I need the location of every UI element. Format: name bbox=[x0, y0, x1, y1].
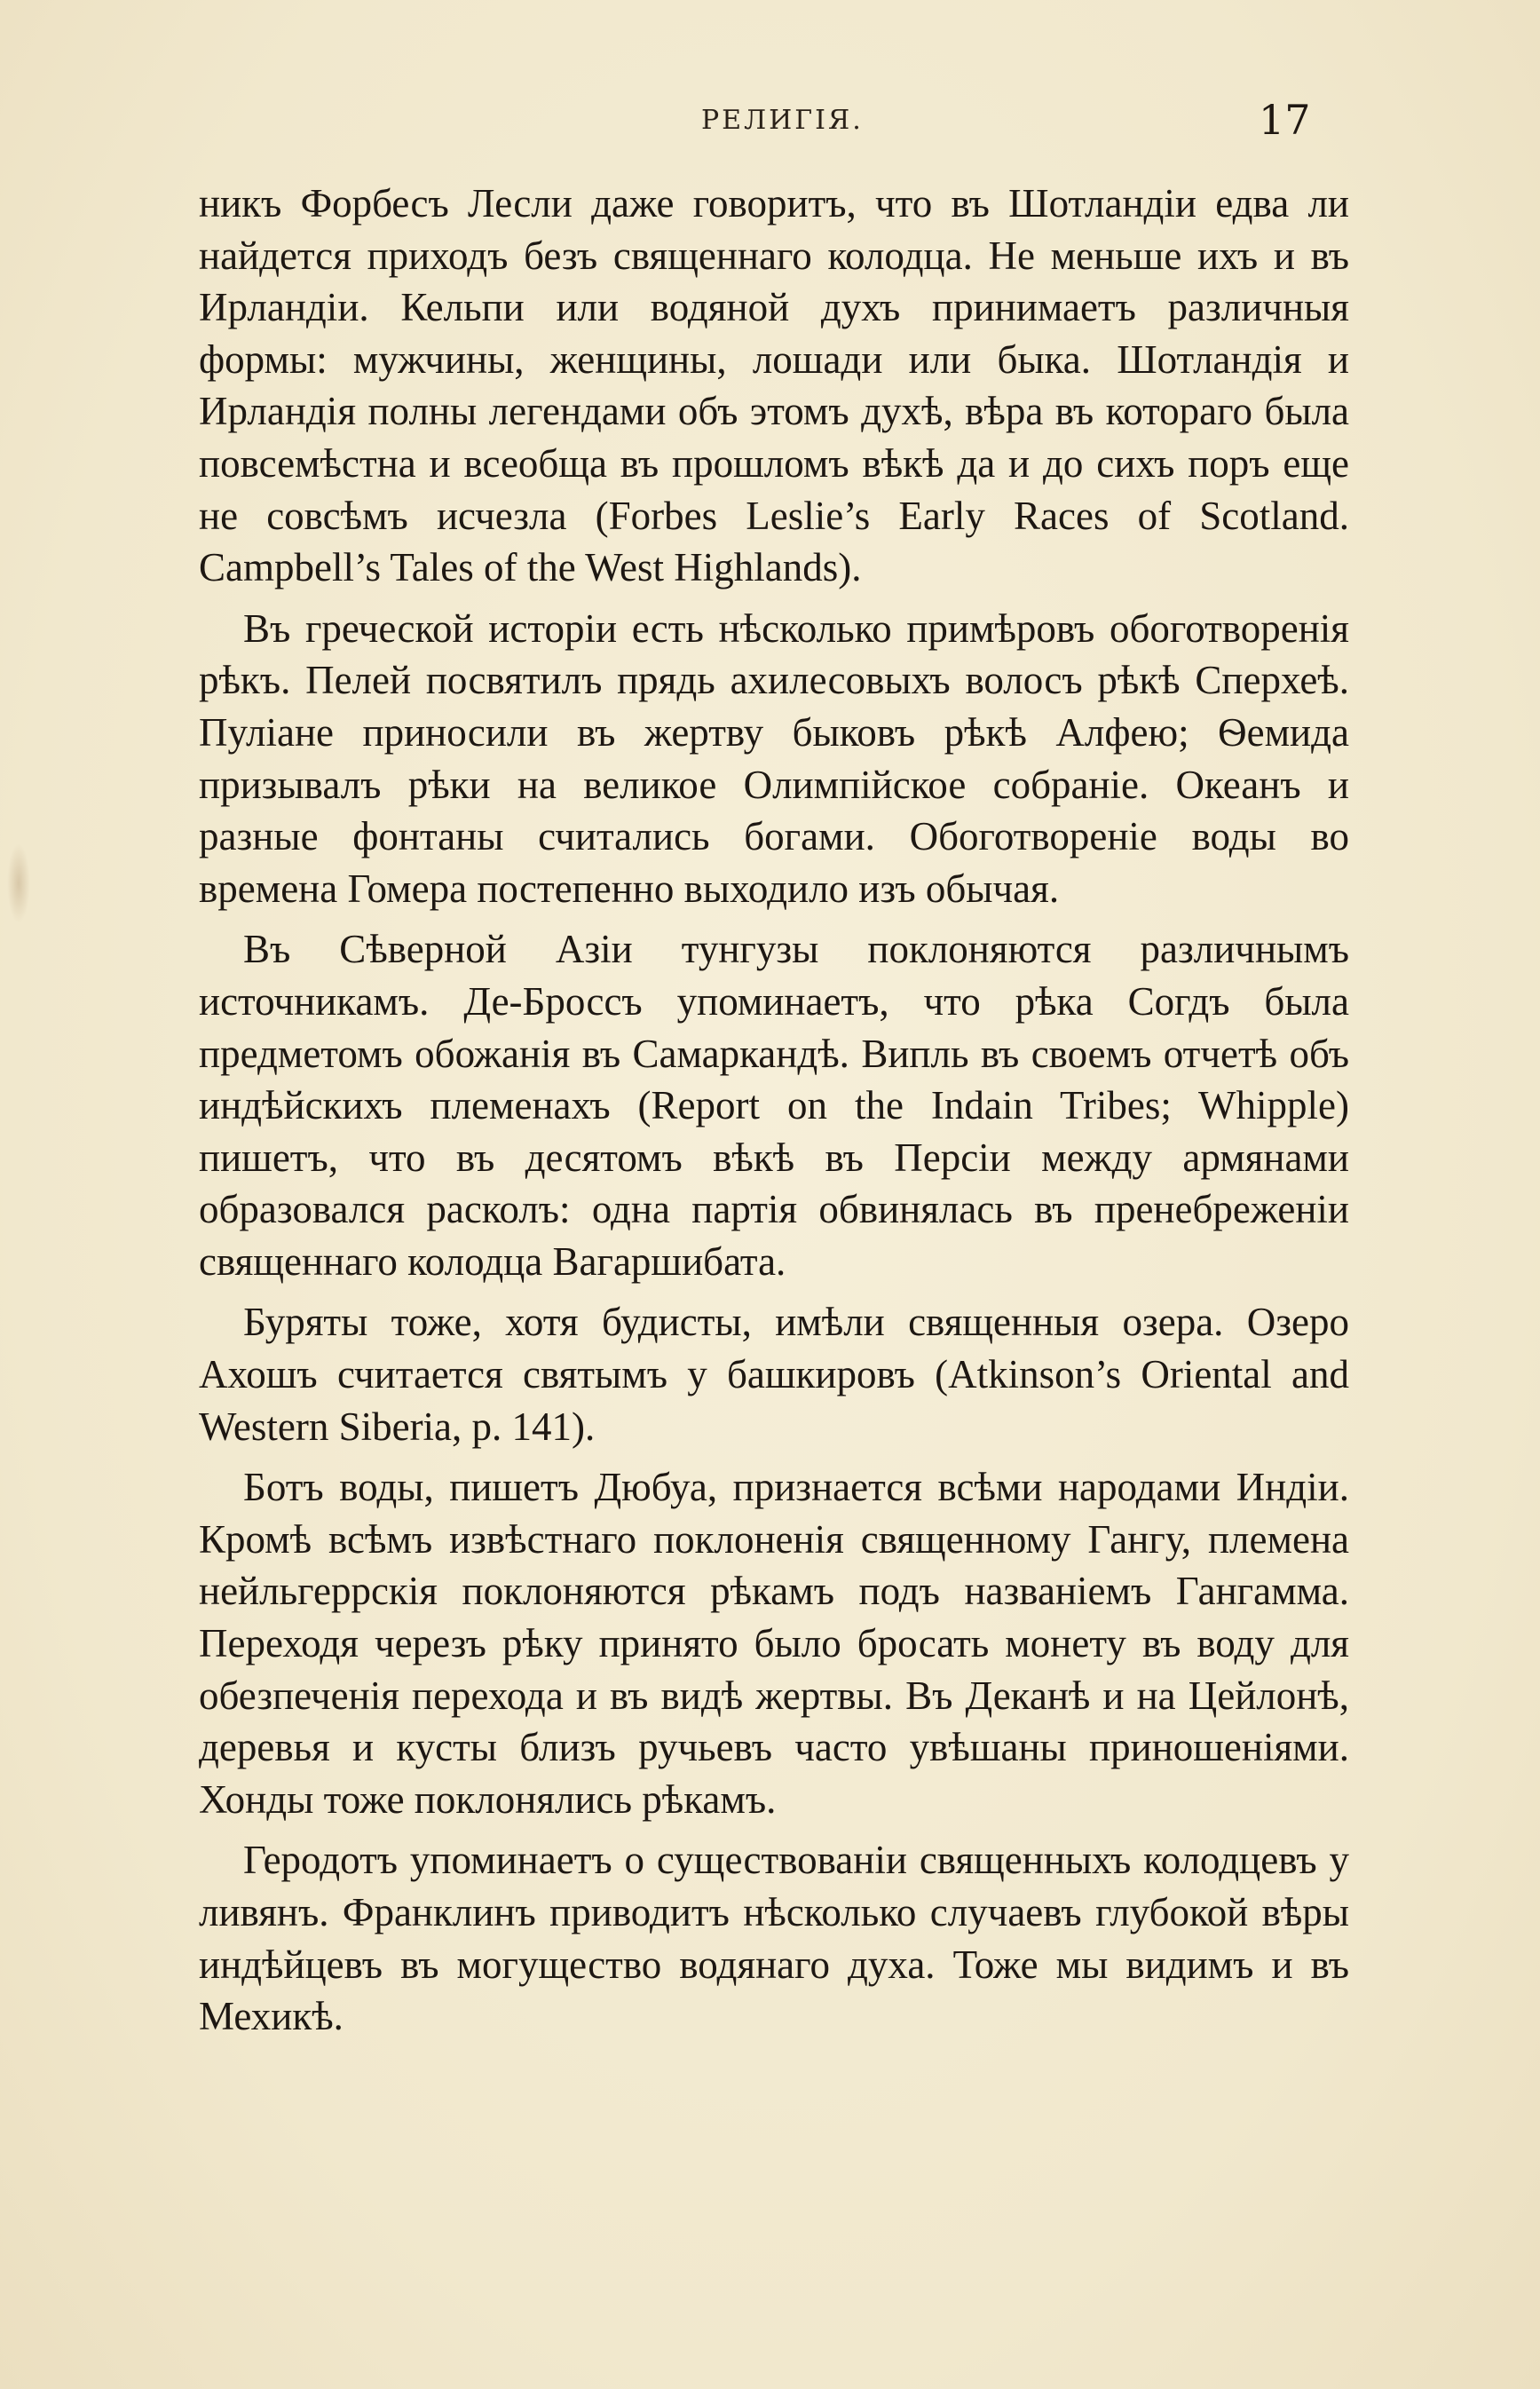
paragraph: Геродотъ упоминаетъ о существованіи священныхъ колодцевъ у ливянъ. Франклинъ приводитъ нѣсколько случаевъ глубокой вѣры индѣйцевъ въ могущество водянаго духа. Тоже мы видимъ и въ Мехикѣ. bbox=[199, 1838, 1349, 2039]
paper-stain bbox=[7, 843, 30, 923]
running-head-title: РЕЛИГІЯ. bbox=[701, 105, 864, 136]
paragraph: Буряты тоже, хотя будисты, имѣли священныя озера. Озеро Ахошъ считается святымъ у башкировъ (Atkinson’s Oriental and Western Siberia, p. 141). bbox=[199, 1300, 1349, 1449]
paragraph: Въ греческой исторіи есть нѣсколько примѣровъ обоготворенія рѣкъ. Пелей посвятилъ прядь ахилесовыхъ волосъ рѣкѣ Сперхеѣ. Пуліане приносили въ жертву быковъ рѣкѣ Алфею; Ѳемида призывалъ рѣки на великое Олимпійское собраніе. Океанъ и разные фонтаны считались богами. Обоготвореніе воды во времена Гомера постепенно выходило изъ обычая. bbox=[199, 605, 1349, 911]
page-number: 17 bbox=[1259, 96, 1311, 144]
paragraph: Ботъ воды, пишетъ Дюбуа, признается всѣми народами Индіи. Кромѣ всѣмъ извѣстнаго поклоненія священному Гангу, племена нейльгеррскія поклоняются рѣкамъ подъ названіемъ Гангамма. Переходя черезъ рѣку принято было бросать монету въ воду для обезпеченія перехода и въ видѣ жертвы. Въ Деканѣ и на Цейлонѣ, деревья и кусты близъ ручьевъ часто увѣшаны приношеніями. Хонды тоже поклонялись рѣкамъ. bbox=[199, 1465, 1349, 1822]
paragraph: Въ Сѣверной Азіи тунгузы поклоняются различнымъ источникамъ. Де-Броссъ упоминаетъ, что рѣка Согдъ была предметомъ обожанія въ Самаркандѣ. Випль въ своемъ отчетѣ объ индѣйскихъ племенахъ (Report on the Indain Tribes; Whipple) пишетъ, что въ десятомъ вѣкѣ въ Персіи между армянами образовался расколъ: одна партія обвинялась въ пренебреженіи священнаго колодца Вагаршибата. bbox=[199, 927, 1349, 1284]
paragraph: никъ Форбесъ Лесли даже говоритъ, что въ Шотландіи едва ли найдется приходъ безъ священнаго колодца. Не меньше ихъ и въ Ирландіи. Кельпи или водяной духъ принимаетъ различныя формы: мужчины, женщины, лошади или быка. Шотландія и Ирландія полны легендами объ этомъ духѣ, вѣра въ котораго была повсемѣстна и всеобща въ прошломъ вѣкѣ да и до сихъ поръ еще не совсѣмъ исчезла (Forbes Leslie’s Early Races of Scotland. Campbell’s Tales of the West Highlands). bbox=[199, 181, 1349, 590]
running-head bbox=[0, 96, 1540, 158]
body-text bbox=[199, 178, 1349, 2052]
